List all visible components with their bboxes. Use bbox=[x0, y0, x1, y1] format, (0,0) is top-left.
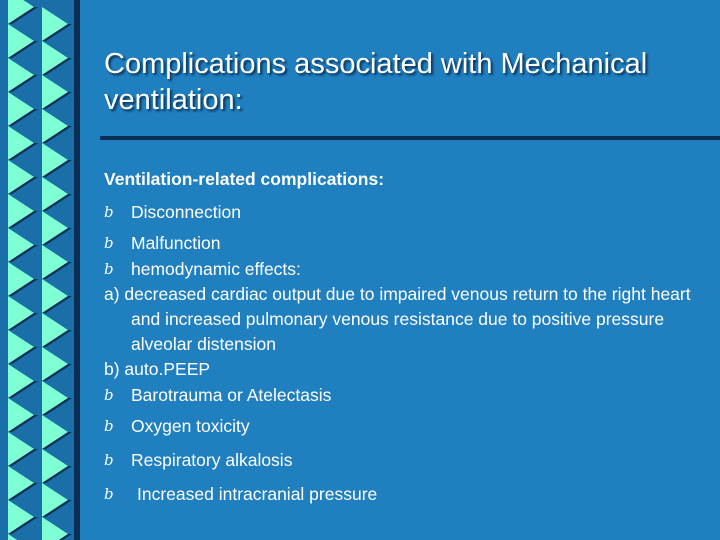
arrow-shape bbox=[42, 517, 68, 540]
arrow-shape bbox=[42, 449, 68, 483]
arrow-strip-graphic bbox=[0, 0, 80, 540]
arrow-shape bbox=[42, 415, 68, 449]
title-divider bbox=[100, 136, 720, 140]
list-item bbox=[104, 413, 704, 439]
arrow-shape bbox=[42, 245, 68, 279]
arrow-shape bbox=[42, 143, 68, 177]
arrow-shape bbox=[8, 296, 34, 330]
arrow-shape bbox=[8, 160, 34, 194]
arrow-shape bbox=[8, 262, 34, 296]
arrow-shape bbox=[8, 92, 34, 126]
arrow-shape bbox=[42, 75, 68, 109]
arrow-shape bbox=[42, 41, 68, 75]
bullet-icon: b bbox=[104, 451, 114, 469]
arrow-shape bbox=[8, 432, 34, 466]
sub-item-a: a) decreased cardiac output due to impaired venous return to the right heart and increased pulmonary venous resistance due to positive pressure alveolar distension bbox=[104, 284, 691, 354]
bullet-icon: b bbox=[104, 417, 114, 435]
arrow-shape bbox=[8, 466, 34, 500]
bullet-icon: b bbox=[104, 203, 114, 221]
list-item-label: Barotrauma or Atelectasis bbox=[131, 385, 332, 405]
arrow-shape bbox=[8, 24, 34, 58]
list-item-label: Increased intracranial pressure bbox=[137, 484, 378, 504]
arrow-shape bbox=[8, 126, 34, 160]
arrow-shape bbox=[8, 364, 34, 398]
list-item bbox=[104, 256, 704, 282]
arrow-shape bbox=[42, 381, 68, 415]
arrow-shape bbox=[8, 330, 34, 364]
bullet-icon: b bbox=[104, 260, 114, 278]
arrow-shape bbox=[8, 194, 34, 228]
arrow-shape bbox=[8, 228, 34, 262]
list-item-label: hemodynamic effects: bbox=[131, 259, 301, 279]
arrow-shape bbox=[8, 58, 34, 92]
bullet-icon: b bbox=[104, 234, 114, 252]
arrow-shape bbox=[42, 177, 68, 211]
bullet-icon: b bbox=[104, 485, 114, 503]
arrow-shape bbox=[42, 313, 68, 347]
arrow-shape bbox=[42, 279, 68, 313]
list-item bbox=[104, 447, 704, 473]
slide-content bbox=[104, 166, 704, 507]
arrow-shape bbox=[42, 347, 68, 381]
list-item-label: Disconnection bbox=[131, 202, 241, 222]
list-item bbox=[104, 199, 704, 225]
section-heading: Ventilation-related complications: bbox=[104, 169, 385, 189]
arrow-shape bbox=[8, 534, 34, 540]
arrow-shape bbox=[42, 483, 68, 517]
list-item bbox=[104, 481, 704, 507]
sub-item-b: b) auto.PEEP bbox=[104, 359, 211, 379]
list-item-label: Respiratory alkalosis bbox=[131, 450, 293, 470]
arrow-shape bbox=[42, 109, 68, 143]
list-item-label: Oxygen toxicity bbox=[131, 416, 250, 436]
strip-edge bbox=[74, 0, 80, 540]
slide-title: Complications associated with Mechanical ventilation: bbox=[104, 48, 648, 116]
arrow-shape bbox=[8, 500, 34, 534]
arrow-shape bbox=[42, 211, 68, 245]
arrow-shape bbox=[8, 398, 34, 432]
list-item bbox=[104, 230, 704, 256]
list-item bbox=[104, 382, 704, 408]
bullet-icon: b bbox=[104, 386, 114, 404]
decorative-arrow-strip bbox=[0, 0, 80, 540]
list-item-label: Malfunction bbox=[131, 233, 221, 253]
arrow-shape bbox=[42, 7, 68, 41]
